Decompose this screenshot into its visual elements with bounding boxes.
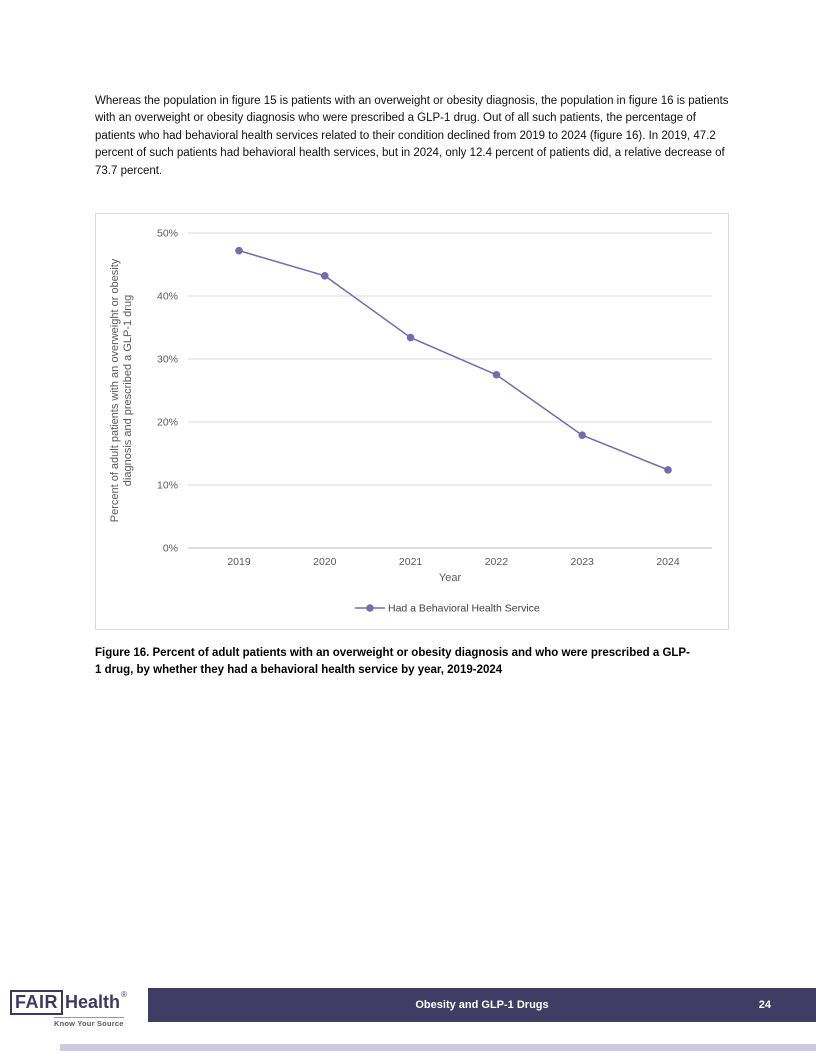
y-axis-title: diagnosis and prescribed a GLP-1 drug [122,294,134,487]
y-tick-label: 30% [156,353,178,366]
y-tick-label: 10% [156,479,178,492]
footer-title: Obesity and GLP-1 Drugs [415,999,549,1011]
x-tick-label: 2022 [484,556,509,568]
legend-marker-icon [366,604,374,612]
figure-caption: Figure 16. Percent of adult patients with an overweight or obesity diagnosis and who were prescribed a GLP-1 drug, by whether they had a behavioral health service by year, 2019-2024 [95,647,690,676]
y-tick-label: 40% [156,290,178,303]
x-tick-label: 2021 [398,556,423,568]
body-paragraph: Whereas the population in figure 15 is patients with an overweight or obesity diagnosis, the population in figure 16 is patients with an overweight or obesity diagnosis who were prescribed a GLP-1 drug. Out of all such patients, the percentage of patients who had behavioral health services related to their condition declined from 2019 to 2024 (figure 16). In 2019, 47.2 percent of such patients had behavioral health services, but in 2024, only 12.4 percent of patients did, a relative decrease of 73.7 percent. [95,95,729,177]
data-point [578,431,586,439]
series-line [239,251,668,470]
footer-accent-strip [60,1044,816,1051]
fairhealth-logo-wordmark [10,990,127,1015]
data-point [664,466,672,474]
x-tick-label: 2023 [570,556,594,568]
y-axis-title: Percent of adult patients with an overweight or obesity [109,258,121,523]
x-tick-label: 2019 [227,556,251,568]
data-point [321,272,329,280]
x-axis-title: Year [438,572,462,584]
fairhealth-logo [10,990,127,1028]
logo-health-text: Health [65,991,121,1012]
y-tick-label: 20% [156,416,178,429]
figure16-chart-svg [96,214,728,629]
data-point [407,334,415,342]
y-tick-label: 0% [162,542,178,555]
x-tick-label: 2020 [313,556,337,568]
x-tick-label: 2024 [656,556,680,568]
footer-bar [148,988,816,1022]
page-number: 24 [758,999,771,1011]
y-tick-label: 50% [156,227,178,240]
legend-label: Had a Behavioral Health Service [388,602,540,615]
logo-tagline: Know Your Source [54,1018,124,1028]
data-point [235,247,243,255]
logo-fair-text: FAIR [10,990,63,1015]
registered-trademark-icon: ® [121,990,127,999]
figure16-chart-panel [95,213,729,630]
data-point [493,371,501,379]
